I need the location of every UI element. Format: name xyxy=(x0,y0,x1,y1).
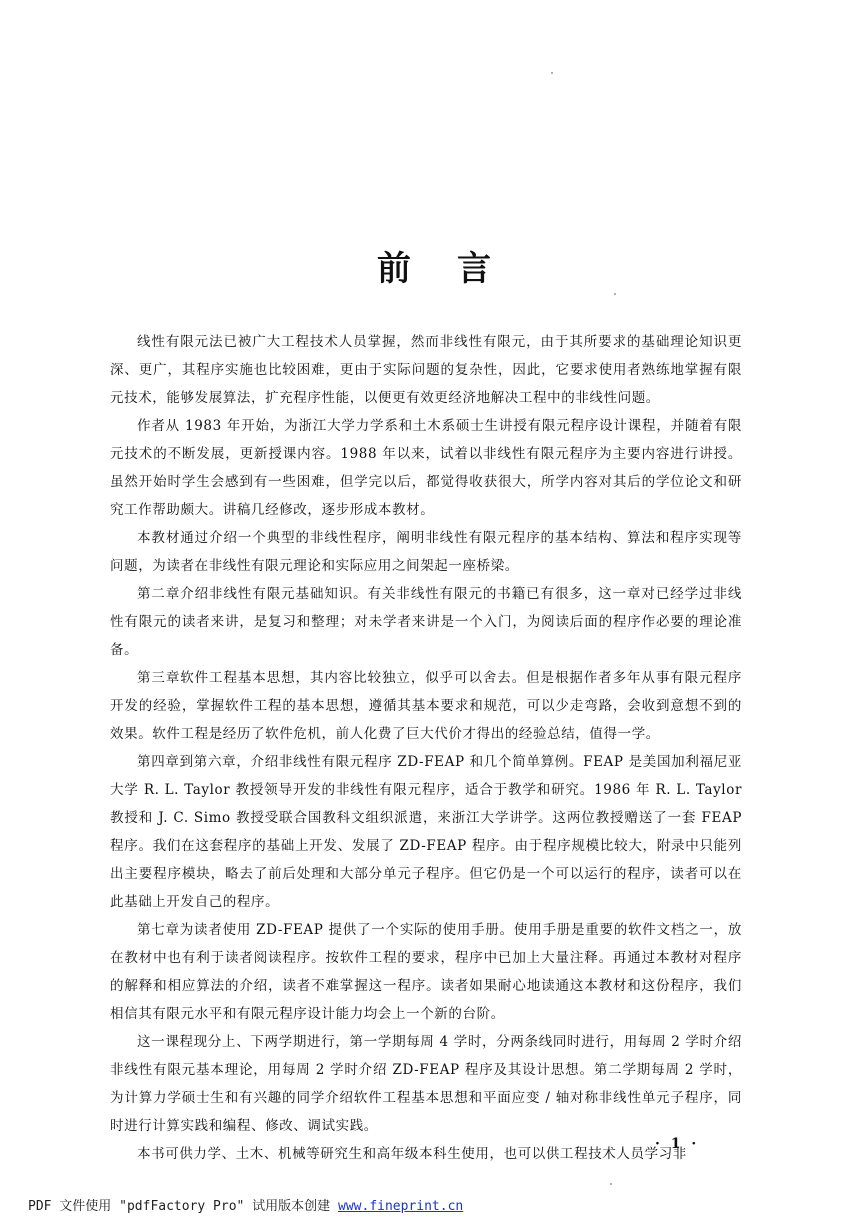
scan-speck xyxy=(610,1183,612,1185)
page-number: · 1 · xyxy=(655,1136,700,1152)
footer-text: PDF 文件使用 "pdfFactory Pro" 试用版本创建 xyxy=(28,1199,339,1214)
preface-body xyxy=(110,328,742,1168)
paragraph: 线性有限元法已被广大工程技术人员掌握，然而非线性有限元，由于其所要求的基础理论知识更深、更广，其程序实施也比较困难，更由于实际问题的复杂性，因此，它要求使用者熟练地掌握有限元技术，能够发展算法，扩充程序性能，以便更有效更经济地解决工程中的非线性问题。 xyxy=(110,334,742,406)
paragraph: 作者从 1983 年开始，为浙江大学力学系和土木系硕士生讲授有限元程序设计课程，并随着有限元技术的不断发展，更新授课内容。1988 年以来，试着以非线性有限元程序为主要内容进行讲授。虽然开始时学生会感到有一些困难，但学完以后，都觉得收获很大，所学内容对其后的学位论文和研究工作帮助颇大。讲稿几经修改，逐步形成本教材。 xyxy=(110,418,742,518)
page-title: 前言 xyxy=(377,248,537,289)
paragraph: 第三章软件工程基本思想，其内容比较独立，似乎可以舍去。但是根据作者多年从事有限元程序开发的经验，掌握软件工程的基本思想，遵循其基本要求和规范，可以少走弯路，会收到意想不到的效果。软件工程是经历了软件危机，前人化费了巨大代价才得出的经验总结，值得一学。 xyxy=(110,670,742,742)
paragraph: 本教材通过介绍一个典型的非线性程序，阐明非线性有限元程序的基本结构、算法和程序实现等问题，为读者在非线性有限元理论和实际应用之间架起一座桥梁。 xyxy=(110,530,742,574)
footer-link[interactable]: www.fineprint.cn xyxy=(338,1199,464,1214)
scan-speck xyxy=(614,293,616,295)
scan-speck xyxy=(551,72,553,74)
paragraph: 第七章为读者使用 ZD-FEAP 提供了一个实际的使用手册。使用手册是重要的软件文档之一，放在教材中也有利于读者阅读程序。按软件工程的要求，程序中已加上大量注释。再通过本教材对程序的解释和相应算法的介绍，读者不难掌握这一程序。读者如果耐心地读通这本教材和这份程序，我们相信其有限元水平和有限元程序设计能力均会上一个新的台阶。 xyxy=(110,922,742,1022)
paragraph: 第二章介绍非线性有限元基础知识。有关非线性有限元的书籍已有很多，这一章对已经学过非线性有限元的读者来讲，是复习和整理；对未学者来讲是一个入门，为阅读后面的程序作必要的理论准备。 xyxy=(110,586,742,658)
paragraph: 本书可供力学、土木、机械等研究生和高年级本科生使用，也可以供工程技术人员学习非 xyxy=(137,1146,687,1162)
pdf-footer xyxy=(28,1195,463,1214)
paragraph: 第四章到第六章，介绍非线性有限元程序 ZD-FEAP 和几个简单算例。FEAP 是美国加利福尼亚大学 R. L. Taylor 教授领导开发的非线性有限元程序，适合于教学和研究。1986 年 R. L. Taylor 教授和 J. C. Simo 教授受联合国教科文组织派遣，来浙江大学讲学。这两位教授赠送了一套 FEAP 程序。我们在这套程序的基础上开发、发展了 ZD-FEAP 程序。由于程序规模比较大，附录中只能列出主要程序模块，略去了前后处理和大部分单元子程序。但它仍是一个可以运行的程序，读者可以在此基础上开发自己的程序。 xyxy=(110,754,742,910)
paragraph: 这一课程现分上、下两学期进行，第一学期每周 4 学时，分两条线同时进行，用每周 2 学时介绍非线性有限元基本理论，用每周 2 学时介绍 ZD-FEAP 程序及其设计思想。第二学期每周 2 学时，为计算力学硕士生和有兴趣的同学介绍软件工程基本思想和平面应变 / 轴对称非线性单元子程序，同时进行计算实践和编程、修改、调试实践。 xyxy=(110,1034,742,1134)
